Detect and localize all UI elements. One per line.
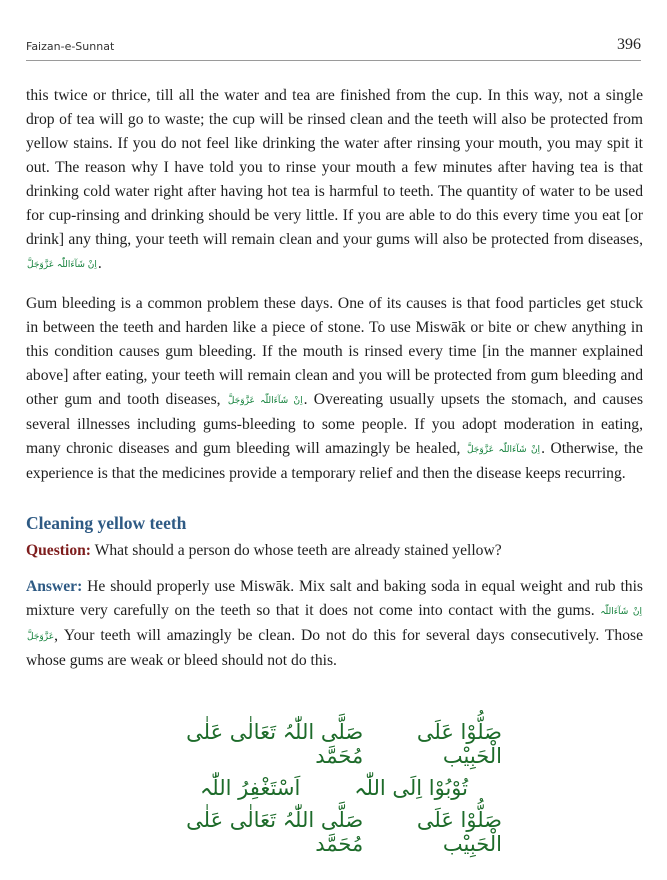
paragraph-text: . Otherwise, the experience is that the medicines provide a temporary relief and then the disease keeps recurring. [26,440,643,482]
question-label: Question: [26,542,91,559]
page-header [26,36,641,61]
salawat-block [150,722,510,854]
book-title: Faizan-e-Sunnat [26,40,115,53]
salawat-phrase: صَلُّوْا عَلَی الْحَبِیْب [416,720,502,768]
section-heading: Cleaning yellow teeth [26,513,187,533]
dua-inshallah: اِنْ شَآءَاللّٰہ عَزَّوَجَلَّ [466,445,541,455]
salawat-row [150,810,510,854]
answer-text: , Your teeth will amazingly be clean. Do not do this for several days consecutively. Those whose gums are weak or bleed should not do this. [26,627,643,669]
answer-text: He should properly use Miswāk. Mix salt and baking soda in equal weight and rub this mixture very carefully on the teeth so that it does not come into contact with the gums. [26,578,643,619]
paragraph-text: this twice or thrice, till all the water and tea are finished from the cup. In this way, not a single drop of tea will go to waste; the cup will be rinsed clean and the teeth will also be protected from yellow stains. If you do not feel like drinking the water after rinsing your mouth, you may spit it out. The reason why I have told you to rinse your mouth a few minutes after having tea is that drinking cold water right after having hot tea is harmful to teeth. The quantity of water to be used for cup-rinsing and drinking should be very little. If you are able to do this every time you eat [or drink] any thing, your teeth will remain clean and your gums will also be protected from diseases, [26,87,643,248]
paragraph-text: . Overeating usually upsets the stomach, and causes several illnesses including gums-bleeding to some people. If you adopt moderation in eating, many chronic diseases and gum bleeding will amazingly be healed, [26,391,644,457]
salawat-response: صَلَّی اللّٰہُ تَعَالٰی عَلٰی مُحَمَّد [186,808,364,856]
page-number: 396 [617,36,641,53]
question [26,539,643,563]
salawat-row [150,722,510,766]
paragraph-gum-bleeding [26,292,643,486]
tawbah-row [150,766,510,810]
salawat-phrase: صَلُّوْا عَلَی الْحَبِیْب [416,808,502,856]
page-body [26,84,643,673]
question-text: What should a person do whose teeth are already stained yellow? [90,542,502,559]
answer [26,575,643,673]
paragraph-end: . [97,255,102,272]
dua-inshallah: اِنْ شَآءَاللّٰہ عَزَّوَجَلَّ [27,260,97,270]
paragraph-text: Gum bleeding is a common problem these days. One of its causes is that food particles get stuck in between the teeth and harden like a piece of stone. To use Miswāk or bite or chew anything in this condition causes gum bleeding. If the mouth is rinsed every time [in the manner explained above] after eating, your teeth will remain clean and you will be protected from gum bleeding and other gum and tooth diseases, [26,295,643,408]
answer-label: Answer: [26,578,83,595]
istighfar-response: اَسْتَغْفِرُ اللّٰہ [200,776,301,800]
salawat-response: صَلَّی اللّٰہُ تَعَالٰی عَلٰی مُحَمَّد [186,720,364,768]
paragraph-rinsing [26,84,643,277]
dua-inshallah: اِنْ شَآءَاللّٰہ عَزَّوَجَلَّ [27,607,642,642]
tawbah-phrase: تُوْبُوْا اِلَی اللّٰہ [354,776,468,800]
dua-inshallah: اِنْ شَآءَاللّٰہ عَزَّوَجَلَّ [227,396,303,406]
